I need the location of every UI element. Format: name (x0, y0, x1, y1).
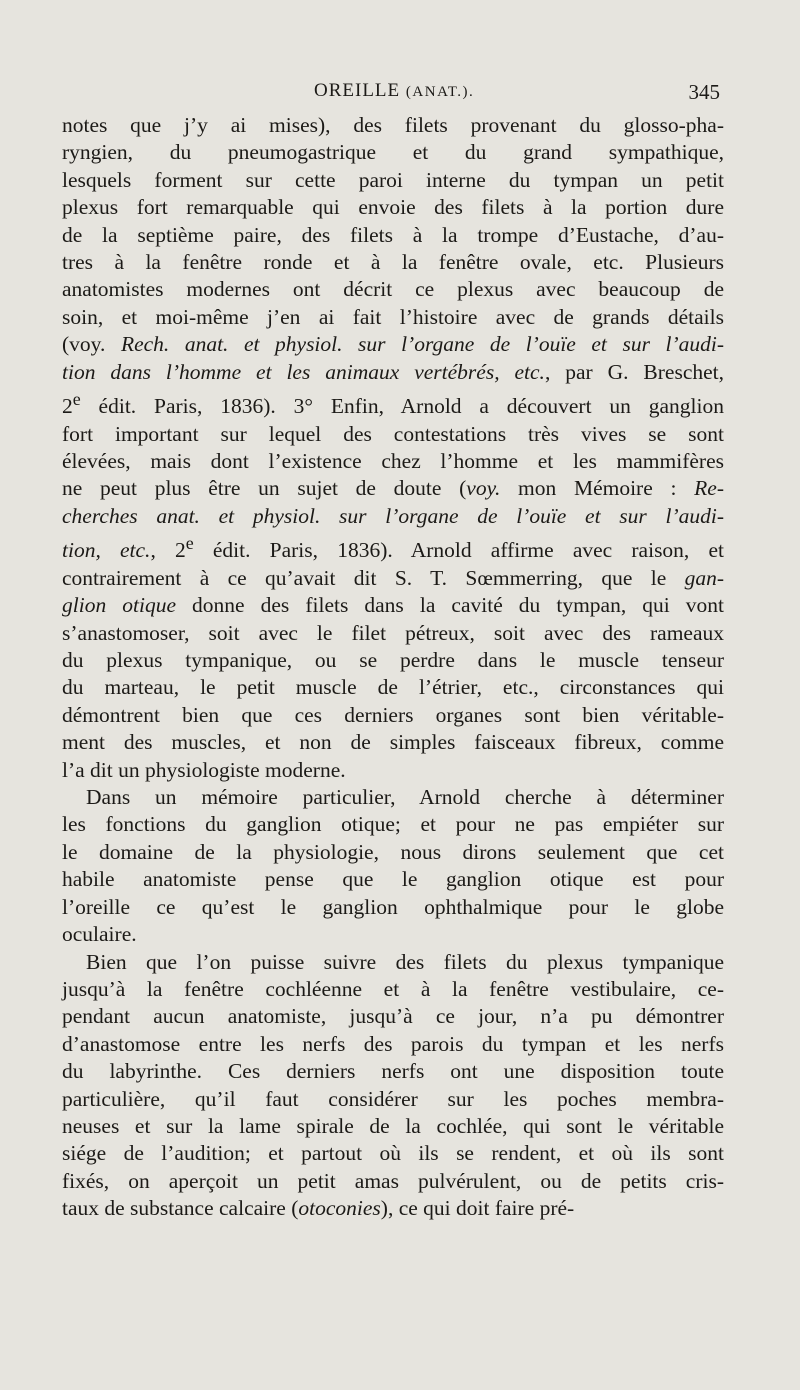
text-line: du marteau, le petit muscle de l’étrier, etc., circonstances qui (62, 675, 724, 700)
text-line: élevées, mais dont l’existence chez l’homme et les mammifères (62, 449, 724, 474)
paragraph (62, 949, 724, 1223)
text-line: anatomistes modernes ont décrit ce plexus avec beaucoup de (62, 277, 724, 302)
text-line: du labyrinthe. Ces derniers nerfs ont une disposition toute (62, 1059, 724, 1084)
text-line: habile anatomiste pense que le ganglion otique est pour (62, 867, 724, 892)
paragraph (62, 784, 724, 948)
text-line: ne peut plus être un sujet de doute (voy. mon Mémoire : Re- (62, 476, 724, 501)
text-line: siége de l’audition; et partout où ils se rendent, et où ils sont (62, 1141, 724, 1166)
text-line: l’a dit un physiologiste moderne. (62, 757, 346, 782)
text-line: glion otique donne des filets dans la cavité du tympan, qui vont (62, 593, 725, 618)
text-line: particulière, qu’il faut considérer sur les poches membra- (62, 1086, 724, 1111)
running-head-sub: (ANAT.). (405, 84, 475, 100)
text-line: fixés, on aperçoit un petit amas pulvérulent, ou de petits cris- (62, 1168, 724, 1193)
text-line: ryngien, du pneumogastrique et du grand sympathique, (62, 140, 724, 165)
text-line: tion, etc., 2e édit. Paris, 1836). Arnold affirme avec raison, et (62, 533, 724, 563)
text-line: jusqu’à la fenêtre cochléenne et à la fenêtre vestibulaire, ce- (62, 976, 724, 1001)
text-line: plexus fort remarquable qui envoie des filets à la portion dure (62, 195, 724, 220)
text-line: fort important sur lequel des contestations très vives se sont (62, 421, 724, 446)
page-header (62, 80, 722, 110)
text-line: s’anastomoser, soit avec le filet pétreux, soit avec des rameaux (62, 620, 724, 645)
running-head (314, 80, 474, 102)
text-line: Bien que l’on puisse suivre des filets du plexus tympanique (86, 949, 724, 974)
text-line: de la septième paire, des filets à la trompe d’Eustache, d’au- (62, 222, 724, 247)
text-line: pendant aucun anatomiste, jusqu’à ce jour, n’a pu démontrer (62, 1004, 724, 1029)
running-head-main: OREILLE (314, 80, 401, 101)
text-line: taux de substance calcaire (otoconies), ce qui doit faire pré- (62, 1196, 575, 1221)
text-line: oculaire. (62, 922, 137, 947)
text-line: notes que j’y ai mises), des filets provenant du glosso-pha- (62, 113, 724, 137)
text-line: contrairement à ce qu’avait dit S. T. Sœmmerring, que le gan- (62, 565, 724, 590)
text-line: lesquels forment sur cette paroi interne du tympan un petit (62, 167, 724, 192)
paragraph (62, 112, 724, 784)
text-line: d’anastomose entre les nerfs des parois du tympan et les nerfs (62, 1031, 724, 1056)
text-line: tion dans l’homme et les animaux vertébrés, etc., par G. Breschet, (62, 359, 724, 384)
text-line: 2e édit. Paris, 1836). 3° Enfin, Arnold a découvert un ganglion (62, 389, 724, 419)
text-line: neuses et sur la lame spirale de la cochlée, qui sont le véritable (62, 1113, 724, 1138)
text-line: démontrent bien que ces derniers organes sont bien véritable- (62, 702, 724, 727)
text-line: cherches anat. et physiol. sur l’organe de l’ouïe et sur l’audi- (62, 503, 724, 528)
text-line: tres à la fenêtre ronde et à la fenêtre ovale, etc. Plusieurs (62, 250, 724, 275)
text-line: du plexus tympanique, ou se perdre dans le muscle tenseur (62, 648, 724, 673)
text-line: l’oreille ce qu’est le ganglion ophthalmique pour le globe (62, 894, 724, 919)
text-line: ment des muscles, et non de simples faisceaux fibreux, comme (62, 730, 724, 755)
text-line: soin, et moi-même j’en ai fait l’histoire avec de grands détails (62, 304, 724, 329)
text-line: (voy. Rech. anat. et physiol. sur l’organe de l’ouïe et sur l’audi- (62, 332, 724, 357)
text-line: le domaine de la physiologie, nous dirons seulement que cet (62, 839, 724, 864)
text-line: Dans un mémoire particulier, Arnold cherche à déterminer (86, 785, 724, 810)
text-line: les fonctions du ganglion otique; et pour ne pas empiéter sur (62, 812, 724, 837)
page-number: 345 (688, 80, 720, 104)
body-text (62, 112, 724, 1223)
